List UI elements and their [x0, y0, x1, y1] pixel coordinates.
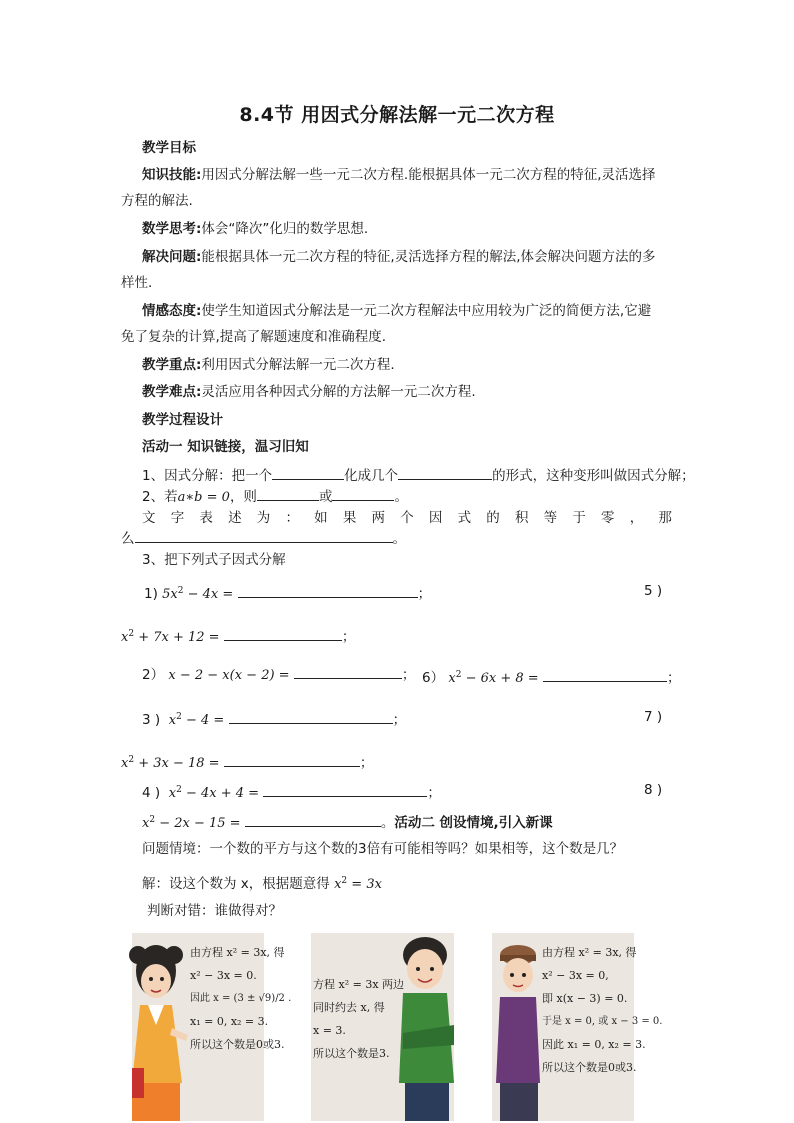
solution-line: 于是 x = 0, 或 x − 3 = 0.: [542, 1016, 663, 1027]
item-1: [144, 582, 431, 604]
question-text: 。: [392, 531, 406, 547]
question-2-statement-cont: [121, 530, 406, 548]
math-expression: [142, 816, 241, 831]
question-text: 么: [121, 531, 135, 547]
exponent: 2: [455, 670, 462, 680]
math-part: − 4x + 4 =: [181, 786, 260, 801]
question-text: 或: [318, 489, 333, 505]
math-part: − 4 =: [181, 713, 225, 728]
exponent: 2: [177, 586, 184, 596]
item-number: 3 ): [142, 712, 161, 728]
answer-blank[interactable]: [263, 784, 427, 797]
exponent: 2: [149, 815, 156, 825]
math-part: x: [448, 671, 456, 686]
exponent: 2: [341, 876, 348, 886]
punct: 。: [380, 815, 395, 831]
objective-problem-cont: 样性.: [121, 275, 153, 291]
objective-label: 解决问题:: [142, 249, 202, 265]
math-part: = 3x: [347, 877, 382, 892]
math-part: x: [142, 816, 150, 831]
math-part: − 6x + 8 =: [461, 671, 539, 686]
objectives-heading: 教学目标: [142, 140, 196, 156]
question-text: 的形式，这种变形叫做因式分解；: [492, 468, 695, 484]
question-text: 。: [394, 489, 408, 505]
solution-line: 所以这个数是0或3.: [190, 1038, 285, 1051]
char: 的: [486, 510, 500, 526]
math-part: − 4x =: [183, 587, 234, 602]
char: 表: [199, 510, 213, 526]
objective-text: 使学生知道因式分解法是一元二次方程解法中应用较为广泛的简便方法,它避: [201, 303, 652, 319]
objective-problem: [142, 248, 656, 266]
char: 零: [601, 510, 615, 526]
solution-line: 由方程 x² = 3x, 得: [542, 946, 637, 959]
char: 文: [142, 510, 156, 526]
question-text: ，则: [229, 489, 257, 505]
char: 个: [400, 510, 414, 526]
answer-blank[interactable]: [224, 754, 360, 767]
picture-text: [313, 973, 404, 1065]
math-expression: [169, 713, 225, 728]
objective-attitude: [142, 302, 651, 320]
question-text: 1、因式分解：把一个: [142, 468, 273, 484]
question-3: 3、把下列式子因式分解: [142, 552, 286, 568]
math-part: x: [168, 713, 177, 728]
math-expression: [121, 630, 220, 645]
solution-line: 由方程 x² = 3x, 得: [190, 946, 285, 959]
char: 等: [543, 510, 558, 526]
objective-knowledge: [142, 166, 656, 184]
process-heading: 教学过程设计: [142, 412, 223, 428]
char: ，: [629, 510, 644, 526]
objective-label: 情感态度:: [142, 303, 202, 319]
math-part: − 2x − 15 =: [155, 816, 241, 831]
char: ：: [285, 510, 299, 526]
solution-line: 同时约去 x, 得: [313, 1001, 385, 1014]
solution-line: 因此 x₁ = 0, x₂ = 3.: [542, 1038, 646, 1051]
math-expression: a∗b = 0: [177, 490, 230, 505]
answer-blank[interactable]: [229, 711, 393, 724]
solution-line: x = 3.: [313, 1024, 346, 1037]
punct: ；: [359, 755, 374, 771]
picture-text: [542, 941, 662, 1079]
item-2: [142, 666, 415, 685]
math-expression: [334, 877, 382, 892]
question-text: 化成几个: [344, 468, 399, 484]
char: 字: [170, 510, 185, 526]
char: 两: [371, 510, 385, 526]
picture-boy-cap: [492, 933, 663, 1121]
item-3: [142, 708, 406, 730]
judge-prompt: 判断对错：谁做得对？: [147, 903, 282, 919]
item-6: [422, 666, 680, 688]
char: 于: [572, 510, 586, 526]
activity2-heading: 活动二 创设情境,引入新课: [394, 815, 553, 831]
objective-attitude-cont: 免了复杂的计算,提高了解题速度和准确程度.: [121, 329, 387, 345]
punct: ；: [427, 785, 441, 801]
punct: ；: [417, 586, 432, 602]
item-number: 6）: [422, 670, 445, 686]
objective-text: 用因式分解法解一些一元二次方程.能根据具体一元二次方程的特征,灵活选择: [201, 167, 656, 183]
char: 如: [314, 510, 328, 526]
item-number: 4 ): [142, 785, 161, 801]
item-number: 2）: [142, 667, 165, 683]
item-7-number: 7 ): [644, 709, 663, 725]
answer-blank[interactable]: [332, 488, 394, 501]
solution-line: [142, 872, 382, 894]
solution-line: 方程 x² = 3x 两边: [313, 978, 405, 991]
answer-blank[interactable]: [224, 628, 342, 641]
punct: ；: [341, 629, 356, 645]
solution-line: 所以这个数是3.: [313, 1047, 390, 1060]
punct: ；: [392, 712, 407, 728]
math-expression: [169, 786, 259, 801]
objective-label: 数学思考:: [142, 221, 202, 237]
math-part: x: [121, 630, 129, 645]
exponent: 2: [128, 755, 135, 765]
picture-girl: [132, 933, 292, 1121]
char: 因: [428, 510, 443, 526]
item-number: 1): [144, 586, 158, 602]
solution-line: x² − 3x = 0,: [542, 969, 609, 982]
question-1: [142, 467, 695, 485]
char: 那: [658, 510, 672, 526]
objective-text: 体会“降次”化归的数学思想.: [201, 221, 369, 237]
solution-line: x² − 3x = 0.: [190, 969, 257, 982]
objective-thinking: [142, 220, 368, 238]
objective-text: 能根据具体一元二次方程的特征,灵活选择方程的解法,体会解决问题方法的多: [201, 249, 656, 265]
exponent: 2: [176, 712, 182, 722]
solution-text: 解：设这个数为 x，根据题意得: [142, 876, 335, 892]
question-2-statement: [142, 509, 672, 527]
problem-situation: 问题情境：一个数的平方与这个数的3倍有可能相等吗？如果相等，这个数是几？: [142, 841, 624, 857]
answer-blank[interactable]: [294, 666, 402, 679]
math-part: x: [121, 756, 129, 771]
question-text: 2、若: [142, 489, 178, 505]
item-7: [121, 751, 373, 773]
math-part: + 3x − 18 =: [134, 756, 220, 771]
exponent: 2: [176, 785, 182, 795]
math-expression: [121, 756, 220, 771]
math-part: x: [334, 877, 342, 892]
item-5-number: 5 ): [644, 583, 663, 599]
solution-line: 因此 x = (3 ± √9)/2 .: [190, 993, 292, 1004]
item-8: [142, 811, 553, 833]
objective-text: 利用因式分解法解一元二次方程.: [201, 357, 395, 373]
item-8-number: 8 ): [644, 782, 663, 798]
solution-line: 即 x(x − 3) = 0.: [542, 992, 628, 1005]
answer-blank[interactable]: [398, 467, 492, 480]
objective-label: 知识技能:: [142, 167, 202, 183]
objective-label: 教学重点:: [142, 357, 202, 373]
answer-blank[interactable]: [245, 814, 381, 827]
char: 述: [228, 510, 242, 526]
math-expression: [162, 587, 233, 602]
picture-boy: [311, 933, 454, 1121]
objective-key: [142, 356, 395, 374]
objective-label: 教学难点:: [142, 384, 202, 400]
question-2: [142, 488, 408, 507]
punct: ；: [666, 670, 681, 686]
char: 积: [514, 510, 529, 526]
char: 果: [342, 510, 357, 526]
item-4: [142, 781, 441, 803]
answer-blank[interactable]: [135, 530, 393, 543]
answer-blank[interactable]: [257, 488, 319, 501]
answer-blank[interactable]: [238, 585, 418, 598]
char: 式: [457, 510, 472, 526]
item-5: [121, 625, 355, 647]
objective-knowledge-cont: 方程的解法.: [121, 193, 193, 209]
math-expression: [448, 671, 538, 686]
punct: ；: [401, 667, 416, 683]
page-title: 8.4节 用因式分解法解一元二次方程: [239, 104, 555, 126]
char: 为: [256, 510, 271, 526]
math-part: + 7x + 12 =: [134, 630, 220, 645]
answer-blank[interactable]: [272, 467, 344, 480]
objective-text: 灵活应用各种因式分解的方法解一元二次方程.: [201, 384, 476, 400]
picture-text: [190, 941, 291, 1056]
objective-difficulty: [142, 383, 476, 401]
math-expression: x − 2 − x(x − 2) =: [168, 668, 290, 683]
math-part: x: [168, 786, 177, 801]
math-part: 5x: [162, 587, 178, 602]
answer-blank[interactable]: [543, 669, 667, 682]
solution-line: x₁ = 0, x₂ = 3.: [190, 1015, 269, 1028]
solution-line: 所以这个数是0或3.: [542, 1061, 637, 1074]
exponent: 2: [128, 629, 135, 639]
activity1-heading: 活动一 知识链接，温习旧知: [142, 439, 309, 455]
